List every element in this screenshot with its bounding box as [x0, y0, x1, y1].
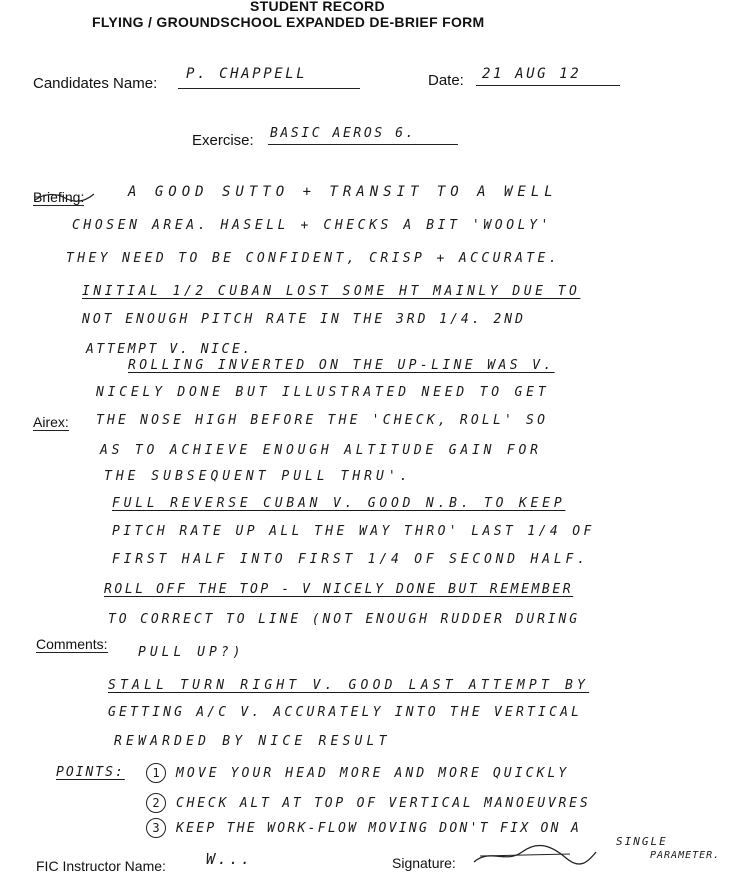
note-line-8: NICELY DONE BUT ILLUSTRATED NEED TO GET: [96, 385, 550, 400]
form-title-line2: FLYING / GROUNDSCHOOL EXPANDED DE-BRIEF FORM: [92, 14, 485, 30]
point-number-2: 2: [146, 793, 166, 813]
instructor-name-value: W...: [206, 850, 253, 868]
note-line-7: ROLLING INVERTED ON THE UP-LINE WAS V.: [128, 358, 555, 373]
signature-label: Signature:: [392, 855, 456, 871]
briefing-strike-scribble: [30, 186, 100, 206]
airex-label: Airex:: [33, 414, 69, 430]
note-line-2: CHOSEN AREA. HASELL + CHECKS A BIT 'WOOLY': [72, 218, 552, 233]
instructor-name-label: FIC Instructor Name:: [36, 858, 166, 874]
note-line-11: THE SUBSEQUENT PULL THRU'.: [104, 469, 412, 484]
note-line-5: NOT ENOUGH PITCH RATE IN THE 3RD 1/4. 2ND: [82, 312, 526, 327]
note-line-16: TO CORRECT TO LINE (NOT ENOUGH RUDDER DURING: [108, 612, 580, 627]
point-text-2: CHECK ALT AT TOP OF VERTICAL MANOEUVRES: [176, 796, 591, 811]
candidate-name-value: P. CHAPPELL: [186, 66, 308, 82]
note-line-20: REWARDED BY NICE RESULT: [114, 734, 391, 749]
exercise-value: BASIC AEROS 6.: [270, 126, 416, 141]
date-line: [476, 85, 620, 86]
point-number-1: 1: [146, 763, 166, 783]
note-line-12: FULL REVERSE CUBAN V. GOOD N.B. TO KEEP: [112, 496, 566, 511]
signature-scribble: [470, 842, 600, 868]
note-line-18: STALL TURN RIGHT V. GOOD LAST ATTEMPT BY: [108, 678, 590, 693]
point-text-3: KEEP THE WORK-FLOW MOVING DON'T FIX ON A: [176, 821, 582, 836]
note-line-13: PITCH RATE UP ALL THE WAY THRO' LAST 1/4 OF: [112, 524, 595, 539]
note-line-19: GETTING A/C V. ACCURATELY INTO THE VERTICAL: [108, 705, 583, 720]
note-line-3: THEY NEED TO BE CONFIDENT, CRISP + ACCURATE.: [66, 251, 560, 266]
note-line-10: AS TO ACHIEVE ENOUGH ALTITUDE GAIN FOR: [100, 443, 542, 458]
note-line-1: A GOOD SUTTO + TRANSIT TO A WELL: [128, 184, 558, 200]
note-line-4: INITIAL 1/2 CUBAN LOST SOME HT MAINLY DUE TO: [82, 284, 581, 299]
exercise-line: [268, 144, 458, 145]
exercise-label: Exercise:: [192, 132, 254, 149]
candidate-name-line: [178, 88, 360, 89]
point-item-3: [146, 818, 581, 838]
note-line-6: ATTEMPT V. NICE.: [86, 342, 253, 357]
note-line-15: ROLL OFF THE TOP - V NICELY DONE BUT REMEMBER: [104, 582, 574, 597]
comments-label: Comments:: [36, 636, 108, 652]
point-tail-parameter: PARAMETER.: [650, 850, 721, 861]
date-label: Date:: [428, 72, 464, 89]
point-item-2: [146, 793, 590, 813]
note-line-14: FIRST HALF INTO FIRST 1/4 OF SECOND HALF.: [112, 552, 589, 567]
note-line-17: PULL UP?): [138, 645, 245, 660]
point-number-3: 3: [146, 818, 166, 838]
date-value: 21 AUG 12: [482, 66, 582, 82]
note-line-9: THE NOSE HIGH BEFORE THE 'CHECK, ROLL' SO: [96, 413, 549, 428]
points-label: POINTS:: [56, 765, 125, 780]
point-text-1: MOVE YOUR HEAD MORE AND MORE QUICKLY: [176, 766, 570, 781]
candidate-name-label: Candidates Name:: [33, 75, 158, 92]
point-item-1: [146, 763, 569, 783]
point-tail-single: SINGLE: [616, 835, 668, 848]
form-title-line1: STUDENT RECORD: [250, 0, 385, 14]
briefing-label: Briefing:: [33, 189, 85, 205]
